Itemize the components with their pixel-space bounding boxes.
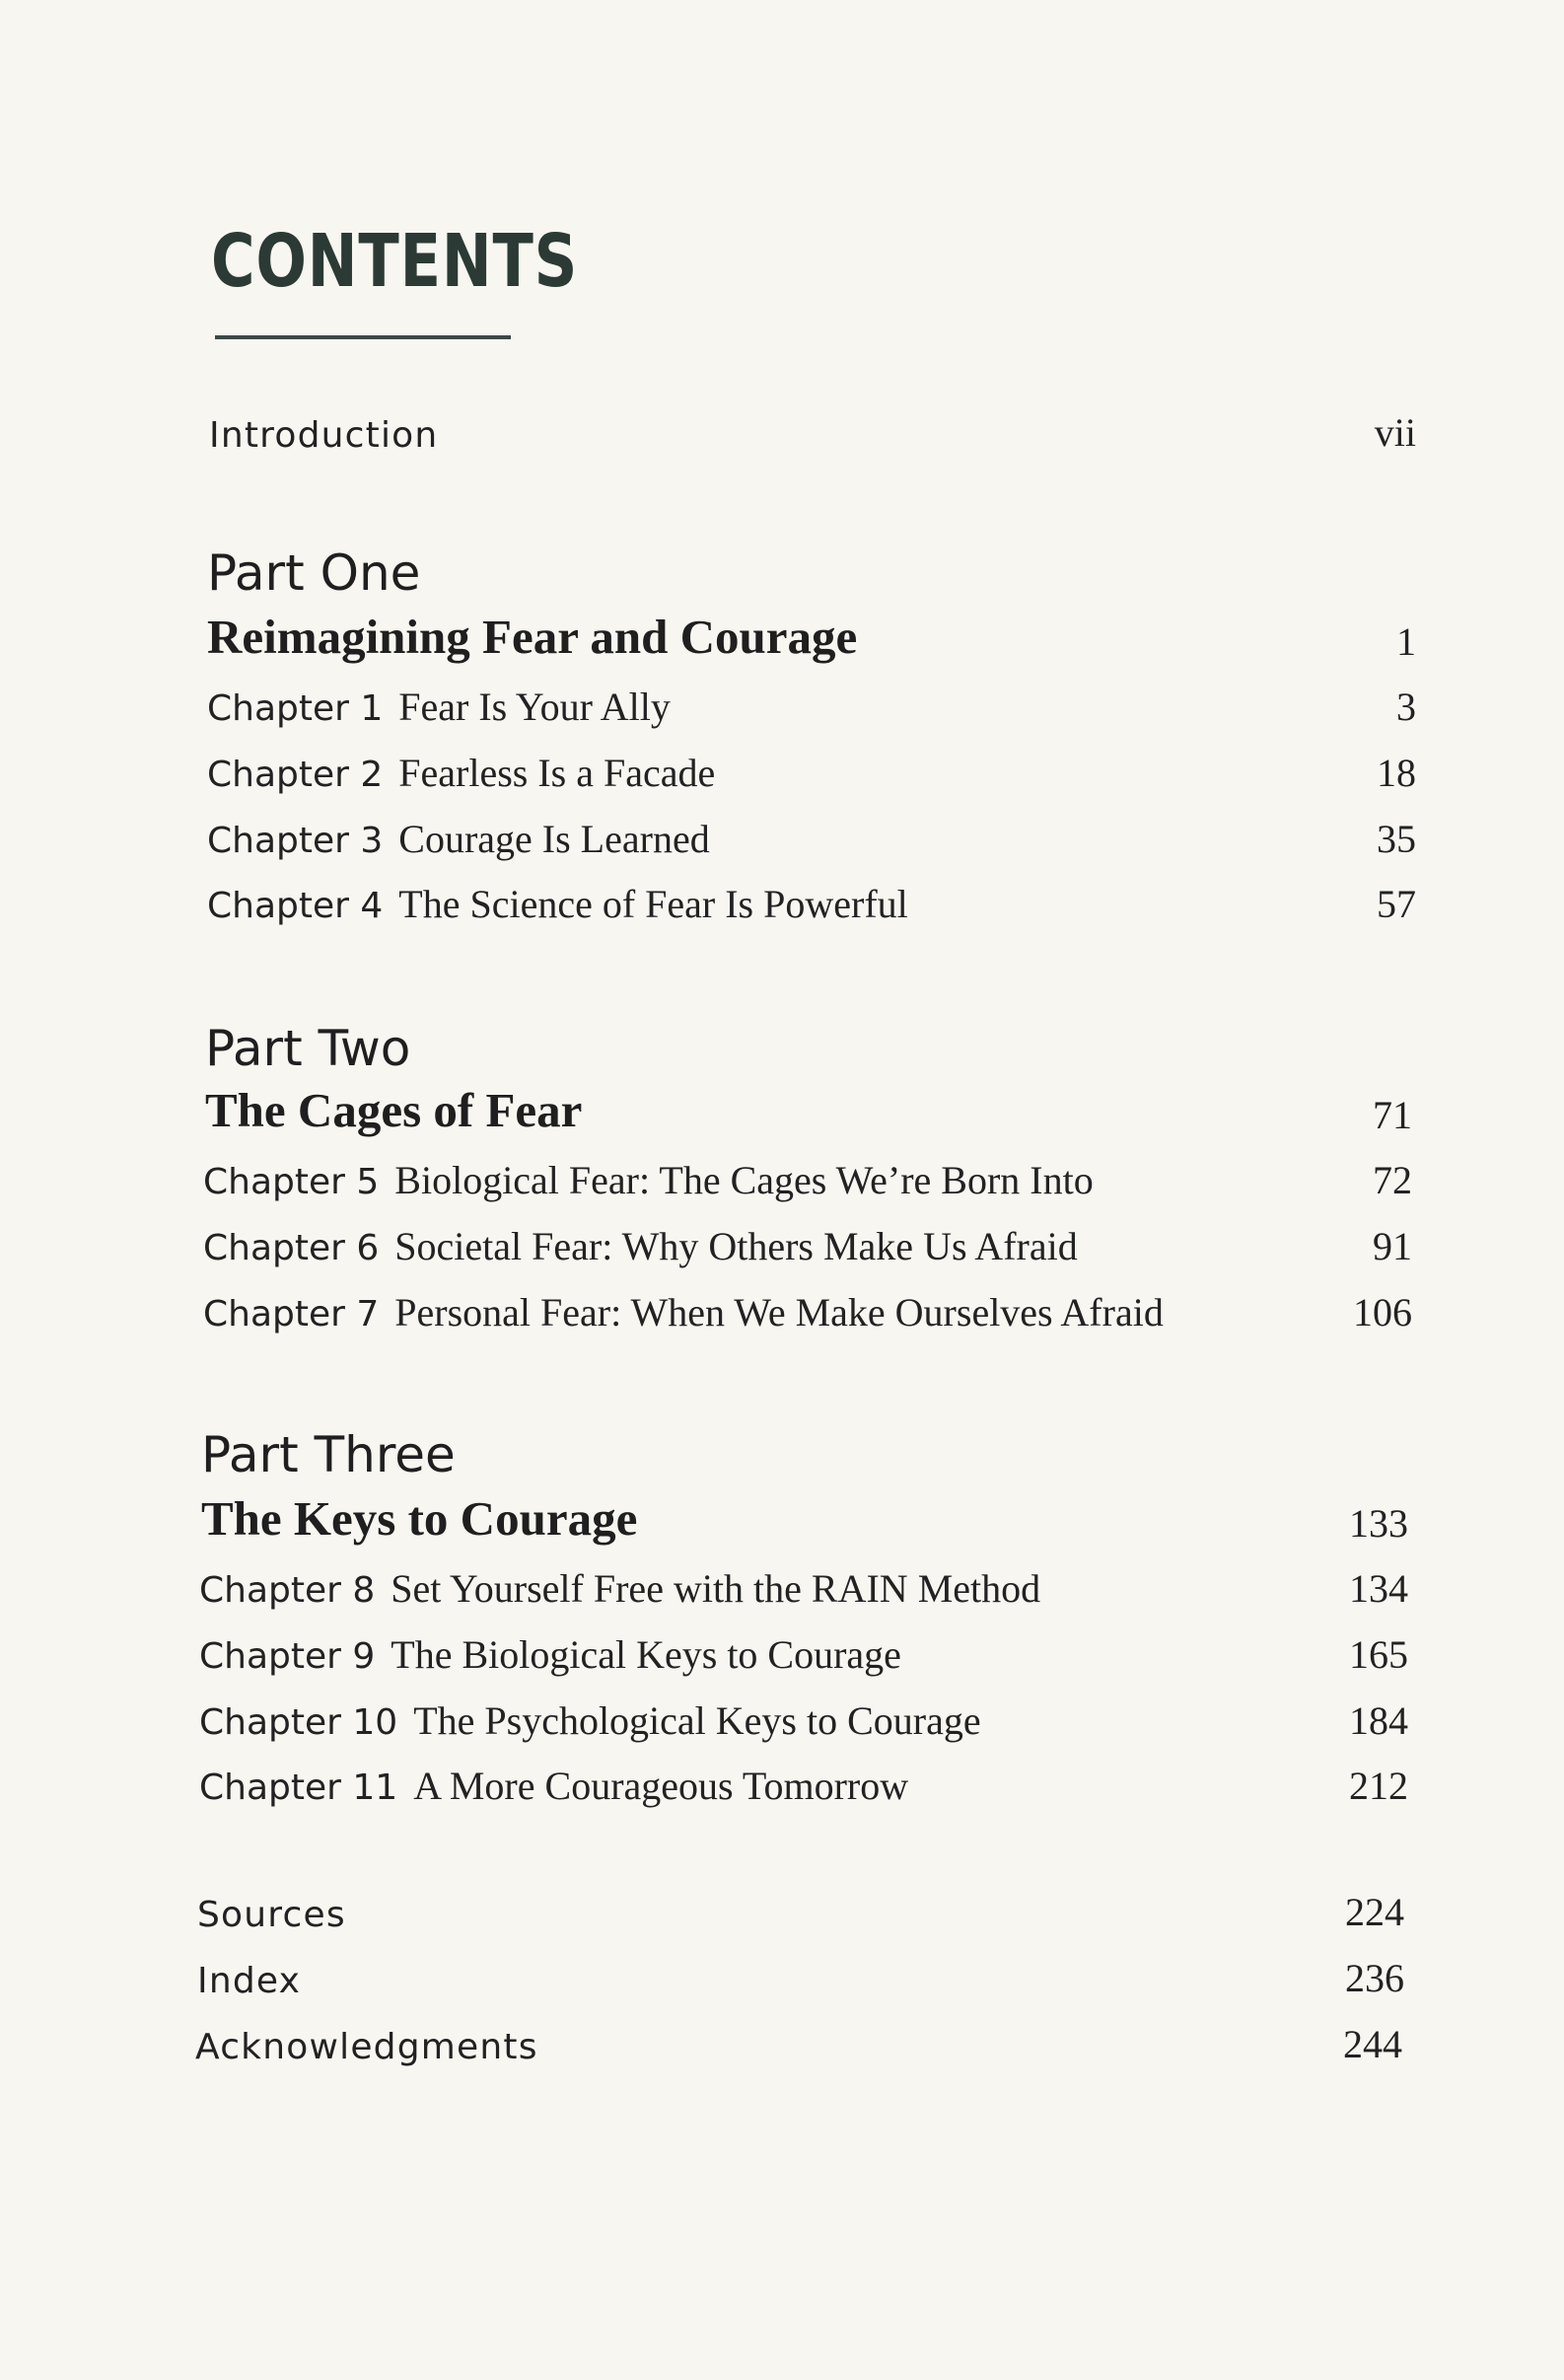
toc-page-number-wrap <box>1294 1223 1412 1269</box>
chapter-number: Chapter 10 <box>199 1702 398 1743</box>
chapter-title: Fear Is Your Ally <box>398 685 671 729</box>
toc-page-number-wrap <box>1284 2021 1402 2067</box>
chapter-number: Chapter 9 <box>199 1636 376 1677</box>
chapter-title: Courage Is Learned <box>398 817 710 861</box>
chapter-title: The Psychological Keys to Courage <box>413 1698 981 1743</box>
toc-page-number: 212 <box>1349 1764 1408 1808</box>
toc-page-number-wrap <box>1290 1763 1408 1809</box>
chapter-number: Chapter 6 <box>203 1228 380 1268</box>
toc-page-number: 57 <box>1377 882 1416 926</box>
part-label: Part One <box>207 544 421 602</box>
toc-page-number: 106 <box>1353 1290 1412 1334</box>
toc-entry-chapter[interactable] <box>0 1619 1564 1678</box>
chapter-title: Biological Fear: The Cages We’re Born Into <box>394 1158 1094 1202</box>
toc-entry-chapter[interactable] <box>0 1144 1564 1203</box>
toc-page-number: 244 <box>1343 2022 1402 2066</box>
toc-page-number-wrap <box>1294 1092 1412 1138</box>
toc-entry-chapter[interactable] <box>0 671 1564 730</box>
part-heading <box>0 1008 1564 1077</box>
part-title: The Keys to Courage <box>201 1491 638 1546</box>
toc-entry-part[interactable] <box>0 602 1564 665</box>
toc-page-number-wrap <box>1298 881 1416 927</box>
chapter-title: Fearless Is a Facade <box>398 751 716 795</box>
title-underline <box>215 335 511 339</box>
toc-page-number: 236 <box>1345 1956 1404 2000</box>
toc-page-number: 165 <box>1349 1632 1408 1677</box>
toc-page-number: 72 <box>1373 1158 1412 1202</box>
toc-page-number-wrap <box>1290 1631 1408 1678</box>
chapter-number: Chapter 3 <box>207 821 384 861</box>
page-title: CONTENTS <box>211 219 579 304</box>
toc-entry-chapter[interactable] <box>0 1685 1564 1744</box>
toc-entry-index[interactable] <box>0 1942 1564 2001</box>
toc-entry-label: Sources <box>197 1895 346 1935</box>
toc-entry-chapter[interactable] <box>0 737 1564 796</box>
part-heading <box>0 533 1564 602</box>
toc-entry-chapter[interactable] <box>0 1276 1564 1335</box>
chapter-number: Chapter 5 <box>203 1162 380 1202</box>
chapter-title: Societal Fear: Why Others Make Us Afraid <box>394 1224 1078 1268</box>
toc-page-number-wrap <box>1290 1500 1408 1547</box>
chapter-number: Chapter 8 <box>199 1570 376 1611</box>
toc-page-number: 71 <box>1373 1093 1412 1137</box>
toc-page-number: 3 <box>1396 685 1416 729</box>
toc-page-number-wrap <box>1294 1157 1412 1203</box>
chapter-title: The Science of Fear Is Powerful <box>398 882 908 926</box>
toc-page-number-wrap <box>1298 409 1416 456</box>
toc-entry-chapter[interactable] <box>0 1552 1564 1612</box>
toc-page-number-wrap <box>1298 750 1416 796</box>
chapter-title: A More Courageous Tomorrow <box>413 1764 909 1808</box>
toc-page-number-wrap <box>1298 816 1416 862</box>
part-title: Reimagining Fear and Courage <box>207 610 858 664</box>
toc-page-number-wrap <box>1286 1889 1404 1935</box>
toc-page-number-wrap <box>1286 1955 1404 2001</box>
toc-entry-chapter[interactable] <box>0 1750 1564 1809</box>
chapter-number: Chapter 4 <box>207 886 384 926</box>
toc-page-number: 134 <box>1349 1566 1408 1611</box>
toc-entry-label: Index <box>197 1961 302 2001</box>
toc-entry-chapter[interactable] <box>0 868 1564 927</box>
toc-page-number: 184 <box>1349 1698 1408 1743</box>
toc-entry-sources[interactable] <box>0 1876 1564 1935</box>
toc-page-number: 35 <box>1377 817 1416 861</box>
toc-entry-label: Introduction <box>209 415 439 456</box>
toc-page-number: 18 <box>1377 751 1416 795</box>
toc-entry-acknowledgments[interactable] <box>0 2008 1564 2067</box>
part-label: Part Three <box>201 1426 456 1483</box>
part-label: Part Two <box>205 1020 411 1077</box>
toc-page-number-wrap <box>1298 618 1416 665</box>
chapter-number: Chapter 7 <box>203 1294 380 1334</box>
toc-entry-label: Acknowledgments <box>195 2027 538 2067</box>
toc-page-number: 1 <box>1396 619 1416 664</box>
chapter-number: Chapter 1 <box>207 688 384 729</box>
chapter-title: Personal Fear: When We Make Ourselves Afraid <box>394 1290 1164 1334</box>
toc-page-number-wrap <box>1290 1565 1408 1612</box>
toc-page-number-wrap <box>1290 1697 1408 1744</box>
toc-entry-part[interactable] <box>0 1075 1564 1138</box>
toc-entry-introduction[interactable] <box>0 397 1564 456</box>
toc-page-number-wrap <box>1294 1289 1412 1335</box>
chapter-number: Chapter 11 <box>199 1767 398 1808</box>
toc-page-number: 133 <box>1349 1501 1408 1546</box>
part-heading <box>0 1414 1564 1483</box>
chapter-number: Chapter 2 <box>207 755 384 795</box>
toc-page-number: vii <box>1374 410 1416 455</box>
toc-page-number: 91 <box>1373 1224 1412 1268</box>
toc-entry-part[interactable] <box>0 1483 1564 1547</box>
toc-page-number-wrap <box>1298 684 1416 730</box>
chapter-title: The Biological Keys to Courage <box>391 1632 901 1677</box>
part-title: The Cages of Fear <box>205 1083 583 1137</box>
toc-entry-chapter[interactable] <box>0 1210 1564 1269</box>
chapter-title: Set Yourself Free with the RAIN Method <box>391 1566 1041 1611</box>
toc-page-number: 224 <box>1345 1890 1404 1934</box>
toc-entry-chapter[interactable] <box>0 803 1564 862</box>
